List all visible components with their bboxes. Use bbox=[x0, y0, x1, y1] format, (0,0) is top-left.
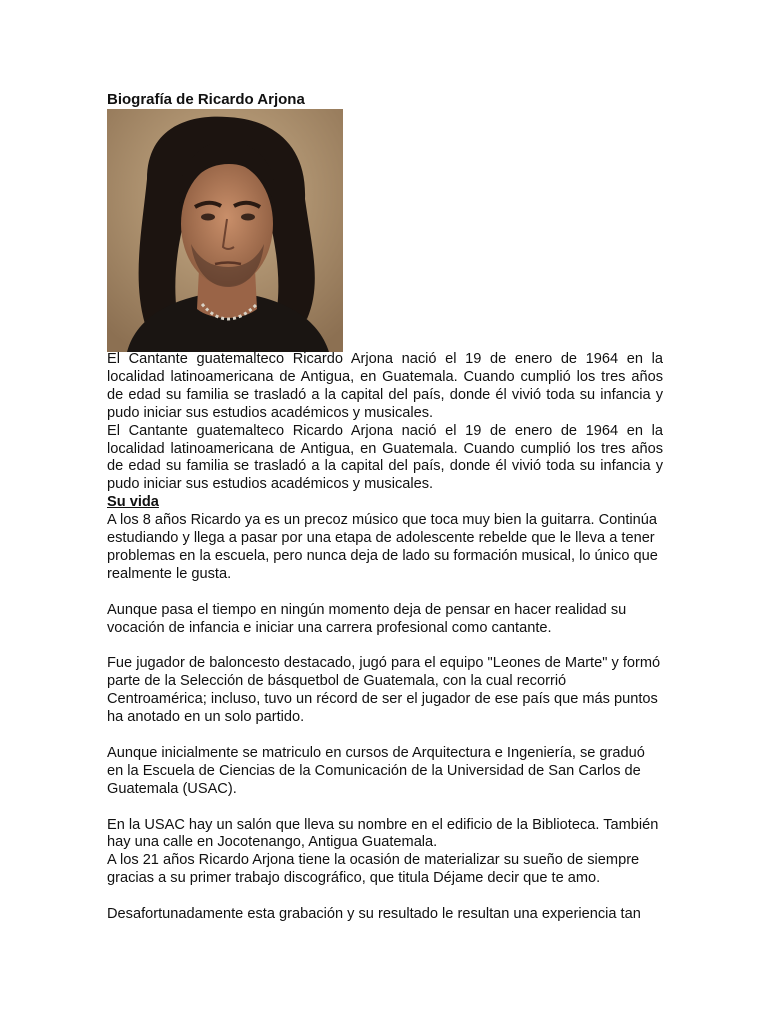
intro-paragraph-1: El Cantante guatemalteco Ricardo Arjona nació el 19 de enero de 1964 en la localidad latinoamericana de Antigua, en Guatemala. Cuando cumplió los tres años de edad su familia se trasladó a la capital del país, donde él vivió toda su infancia y pudo iniciar sus estudios académicos y musicales. bbox=[107, 351, 663, 421]
section-paragraph-6: A los 21 años Ricardo Arjona tiene la ocasión de materializar su sueño de siempre gracias a su primer trabajo discográfico, que titula Déjame decir que te amo. bbox=[107, 852, 640, 887]
section-paragraph-7: Desafortunadamente esta grabación y su resultado le resultan una experiencia tan bbox=[107, 906, 641, 923]
section-heading: Su vida bbox=[107, 494, 159, 511]
paragraph-gap bbox=[107, 637, 663, 655]
paragraph-gap bbox=[107, 584, 663, 602]
section-paragraph-3: Fue jugador de baloncesto destacado, jugó para el equipo "Leones de Marte" y formó parte de la Selección de básquetbol de Guatemala, con la cual recorrió Centroamérica; incluso, tuvo un récord de ser el jugador de ese país que más puntos ha anotado en un solo partido. bbox=[107, 655, 661, 726]
paragraph-gap bbox=[107, 727, 663, 745]
section-paragraph-2: Aunque pasa el tiempo en ningún momento deja de pensar en hacer realidad su vocación de infancia e iniciar una carrera profesional como cantante. bbox=[107, 601, 627, 636]
section-paragraph-1: A los 8 años Ricardo ya es un precoz músico que toca muy bien la guitarra. Continúa estudiando y llega a pasar por una etapa de adolescente rebelde que le lleva a tener problemas en la escuela, pero nunca deja de lado su formación musical, lo único que realmente le gusta. bbox=[107, 512, 658, 582]
document-title: Biografía de Ricardo Arjona bbox=[107, 91, 305, 108]
intro-paragraph-2: El Cantante guatemalteco Ricardo Arjona nació el 19 de enero de 1964 en la localidad latinoamericana de Antigua, en Guatemala. Cuando cumplió los tres años de edad su familia se trasladó a la capital del país, donde él vivió toda su infancia y pudo iniciar sus estudios académicos y musicales. bbox=[107, 422, 663, 493]
section-paragraph-4: Aunque inicialmente se matriculo en cursos de Arquitectura e Ingeniería, se graduó en la Escuela de Ciencias de la Comunicación de la Universidad de San Carlos de Guatemala (USAC). bbox=[107, 744, 645, 797]
portrait-photo bbox=[107, 109, 343, 352]
paragraph-gap bbox=[107, 888, 663, 906]
section-paragraph-5: En la USAC hay un salón que lleva su nombre en el edificio de la Biblioteca. También hay una calle en Jocotenango, Antigua Guatemala. bbox=[107, 816, 659, 851]
document-body bbox=[107, 351, 663, 924]
paragraph-gap bbox=[107, 799, 663, 817]
